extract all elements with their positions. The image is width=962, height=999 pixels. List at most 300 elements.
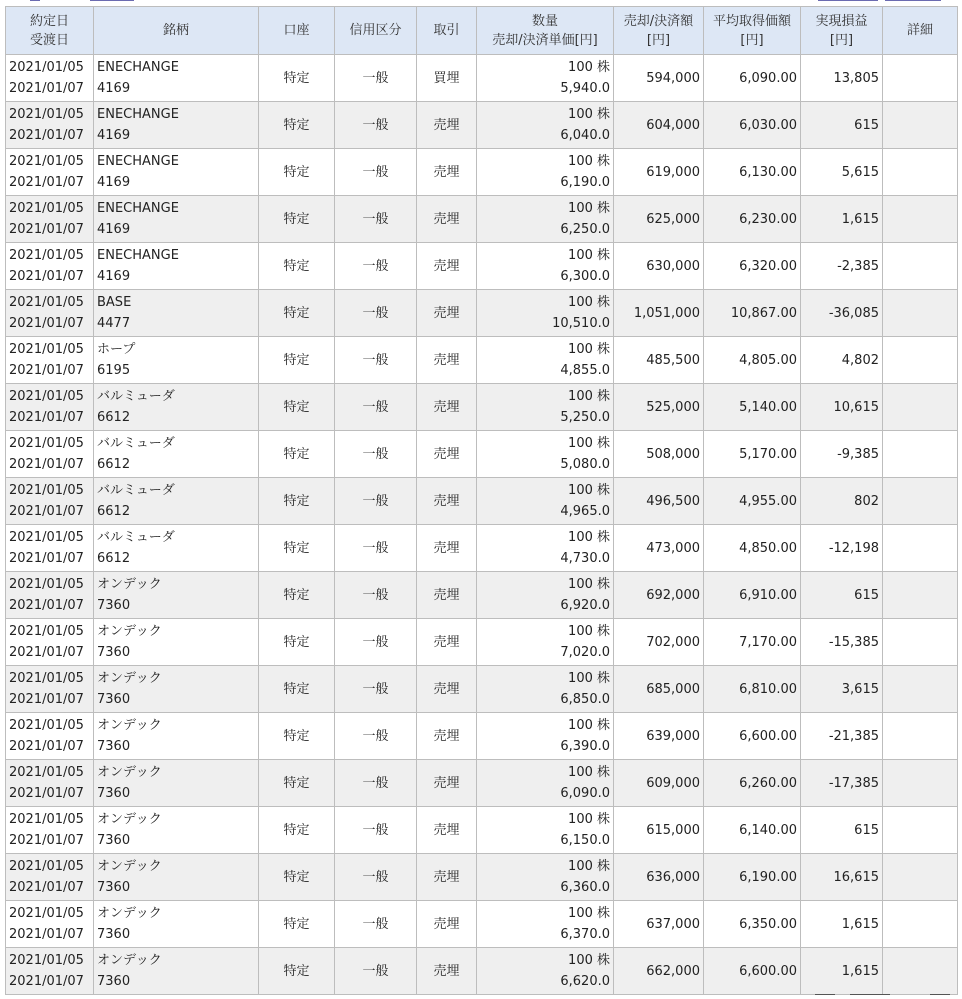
- stock-name: オンデック: [97, 953, 162, 968]
- cell-amount: 692,000: [614, 572, 704, 619]
- cell-dates: [6, 149, 94, 196]
- cell-name: [94, 901, 259, 948]
- table-row: [6, 619, 958, 666]
- stock-code: 4477: [97, 316, 131, 331]
- cell-credit-type: 一般: [335, 760, 417, 807]
- cell-transaction: 売埋: [417, 619, 477, 666]
- cell-avg-cost: 7,170.00: [704, 619, 801, 666]
- cell-credit-type: 一般: [335, 337, 417, 384]
- cell-transaction: 売埋: [417, 149, 477, 196]
- cell-account: 特定: [259, 666, 335, 713]
- unit-price: 5,080.0: [560, 457, 610, 472]
- unit-price: 4,730.0: [560, 551, 610, 566]
- stock-code: 6612: [97, 504, 131, 519]
- trade-date: 2021/01/05: [9, 60, 84, 75]
- trade-date: 2021/01/05: [9, 765, 84, 780]
- cell-detail[interactable]: [883, 102, 958, 149]
- cell-dates: [6, 290, 94, 337]
- cell-account: 特定: [259, 854, 335, 901]
- cutoff-fragment: [30, 0, 40, 1]
- quantity: 100 株: [568, 436, 610, 451]
- cell-detail[interactable]: [883, 384, 958, 431]
- cell-name: [94, 619, 259, 666]
- cell-avg-cost: 5,140.00: [704, 384, 801, 431]
- settle-date: 2021/01/07: [9, 222, 84, 237]
- cell-realized-pl: -9,385: [801, 431, 883, 478]
- cell-name: [94, 102, 259, 149]
- trade-date: 2021/01/05: [9, 389, 84, 404]
- cutoff-link-fragment[interactable]: [885, 0, 941, 1]
- cell-avg-cost: 6,350.00: [704, 901, 801, 948]
- cell-account: 特定: [259, 243, 335, 290]
- stock-code: 7360: [97, 598, 131, 613]
- table-row: [6, 243, 958, 290]
- cell-avg-cost: 6,600.00: [704, 713, 801, 760]
- stock-name: オンデック: [97, 671, 162, 686]
- cell-amount: 637,000: [614, 901, 704, 948]
- cell-detail[interactable]: [883, 666, 958, 713]
- cell-account: 特定: [259, 55, 335, 102]
- stock-code: 7360: [97, 786, 131, 801]
- cutoff-fragment: [90, 0, 134, 1]
- quantity: 100 株: [568, 60, 610, 75]
- cutoff-fragment: [850, 994, 890, 999]
- cell-transaction: 買埋: [417, 55, 477, 102]
- table-row: [6, 384, 958, 431]
- table-body: [6, 55, 958, 995]
- header-amount-line2: [円]: [646, 32, 671, 48]
- settle-date: 2021/01/07: [9, 410, 84, 425]
- cell-realized-pl: 4,802: [801, 337, 883, 384]
- cell-account: 特定: [259, 713, 335, 760]
- cell-quantity: [477, 619, 614, 666]
- cell-detail[interactable]: [883, 572, 958, 619]
- cutoff-fragment: [930, 994, 950, 999]
- settle-date: 2021/01/07: [9, 457, 84, 472]
- trade-date: 2021/01/05: [9, 577, 84, 592]
- cell-credit-type: 一般: [335, 854, 417, 901]
- trade-date: 2021/01/05: [9, 483, 84, 498]
- cell-avg-cost: 4,850.00: [704, 525, 801, 572]
- cell-credit-type: 一般: [335, 196, 417, 243]
- cell-avg-cost: 4,805.00: [704, 337, 801, 384]
- cell-dates: [6, 572, 94, 619]
- cell-avg-cost: 6,090.00: [704, 55, 801, 102]
- quantity: 100 株: [568, 248, 610, 263]
- cutoff-link-fragment[interactable]: [818, 0, 878, 1]
- quantity: 100 株: [568, 201, 610, 216]
- cell-avg-cost: 10,867.00: [704, 290, 801, 337]
- quantity: 100 株: [568, 483, 610, 498]
- cell-detail[interactable]: [883, 525, 958, 572]
- cell-name: [94, 713, 259, 760]
- header-quantity: [477, 7, 614, 55]
- header-account: 口座: [259, 7, 335, 55]
- settle-date: 2021/01/07: [9, 739, 84, 754]
- cell-dates: [6, 854, 94, 901]
- cell-quantity: [477, 243, 614, 290]
- cell-amount: 1,051,000: [614, 290, 704, 337]
- cell-avg-cost: 6,230.00: [704, 196, 801, 243]
- quantity: 100 株: [568, 859, 610, 874]
- cell-dates: [6, 948, 94, 995]
- table-row: [6, 478, 958, 525]
- settle-date: 2021/01/07: [9, 81, 84, 96]
- stock-name: オンデック: [97, 577, 162, 592]
- cell-transaction: 売埋: [417, 478, 477, 525]
- trade-date: 2021/01/05: [9, 624, 84, 639]
- stock-name: BASE: [97, 295, 132, 310]
- cell-dates: [6, 807, 94, 854]
- cell-realized-pl: -17,385: [801, 760, 883, 807]
- cell-credit-type: 一般: [335, 948, 417, 995]
- cell-credit-type: 一般: [335, 619, 417, 666]
- cell-avg-cost: 6,810.00: [704, 666, 801, 713]
- cell-realized-pl: 802: [801, 478, 883, 525]
- cell-amount: 508,000: [614, 431, 704, 478]
- table-row: [6, 55, 958, 102]
- trade-date: 2021/01/05: [9, 248, 84, 263]
- cell-name: [94, 948, 259, 995]
- header-pl-line1: 実現損益: [815, 13, 868, 29]
- quantity: 100 株: [568, 624, 610, 639]
- cell-dates: [6, 760, 94, 807]
- unit-price: 6,190.0: [560, 175, 610, 190]
- settle-date: 2021/01/07: [9, 645, 84, 660]
- cell-name: [94, 196, 259, 243]
- cell-transaction: 売埋: [417, 572, 477, 619]
- stock-code: 7360: [97, 974, 131, 989]
- cell-amount: 630,000: [614, 243, 704, 290]
- settle-date: 2021/01/07: [9, 363, 84, 378]
- stock-code: 7360: [97, 645, 131, 660]
- cell-dates: [6, 431, 94, 478]
- table-row: [6, 102, 958, 149]
- cell-account: 特定: [259, 431, 335, 478]
- quantity: 100 株: [568, 718, 610, 733]
- table-row: [6, 337, 958, 384]
- cell-credit-type: 一般: [335, 807, 417, 854]
- trade-date: 2021/01/05: [9, 154, 84, 169]
- cell-dates: [6, 102, 94, 149]
- cell-transaction: 売埋: [417, 901, 477, 948]
- cell-name: [94, 243, 259, 290]
- stock-name: ホープ: [97, 342, 136, 357]
- trade-date: 2021/01/05: [9, 295, 84, 310]
- header-transaction: 取引: [417, 7, 477, 55]
- quantity: 100 株: [568, 342, 610, 357]
- cell-realized-pl: 16,615: [801, 854, 883, 901]
- cell-account: 特定: [259, 619, 335, 666]
- stock-name: オンデック: [97, 718, 162, 733]
- cell-quantity: [477, 431, 614, 478]
- cell-realized-pl: 615: [801, 102, 883, 149]
- settle-date: 2021/01/07: [9, 786, 84, 801]
- cell-detail[interactable]: [883, 478, 958, 525]
- cell-realized-pl: -21,385: [801, 713, 883, 760]
- cell-detail[interactable]: [883, 948, 958, 995]
- cell-amount: 609,000: [614, 760, 704, 807]
- header-credit-type: 信用区分: [335, 7, 417, 55]
- trade-date: 2021/01/05: [9, 718, 84, 733]
- unit-price: 6,300.0: [560, 269, 610, 284]
- unit-price: 6,150.0: [560, 833, 610, 848]
- cell-quantity: [477, 713, 614, 760]
- cell-avg-cost: 6,600.00: [704, 948, 801, 995]
- cell-realized-pl: 1,615: [801, 196, 883, 243]
- unit-price: 10,510.0: [552, 316, 610, 331]
- cell-credit-type: 一般: [335, 431, 417, 478]
- header-avgcost-line1: 平均取得価額: [712, 13, 791, 29]
- table-row: [6, 290, 958, 337]
- stock-name: オンデック: [97, 765, 162, 780]
- settle-date: 2021/01/07: [9, 551, 84, 566]
- header-qty-line1: 数量: [531, 13, 558, 29]
- cell-name: [94, 55, 259, 102]
- cell-detail[interactable]: [883, 55, 958, 102]
- cell-amount: 619,000: [614, 149, 704, 196]
- cell-transaction: 売埋: [417, 337, 477, 384]
- header-avg-cost: [704, 7, 801, 55]
- stock-code: 6612: [97, 457, 131, 472]
- unit-price: 5,250.0: [560, 410, 610, 425]
- stock-name: オンデック: [97, 859, 162, 874]
- stock-code: 7360: [97, 880, 131, 895]
- cell-avg-cost: 5,170.00: [704, 431, 801, 478]
- quantity: 100 株: [568, 765, 610, 780]
- settle-date: 2021/01/07: [9, 175, 84, 190]
- unit-price: 7,020.0: [560, 645, 610, 660]
- cell-name: [94, 760, 259, 807]
- stock-name: ENECHANGE: [97, 154, 179, 169]
- cell-avg-cost: 6,140.00: [704, 807, 801, 854]
- cell-detail[interactable]: [883, 901, 958, 948]
- stock-code: 6612: [97, 551, 131, 566]
- header-detail: 詳細: [883, 7, 958, 55]
- quantity: 100 株: [568, 671, 610, 686]
- cell-dates: [6, 666, 94, 713]
- cell-account: 特定: [259, 149, 335, 196]
- settle-date: 2021/01/07: [9, 269, 84, 284]
- cell-name: [94, 431, 259, 478]
- stock-name: ENECHANGE: [97, 201, 179, 216]
- cell-detail[interactable]: [883, 290, 958, 337]
- stock-code: 4169: [97, 81, 131, 96]
- header-amount: [614, 7, 704, 55]
- stock-code: 7360: [97, 927, 131, 942]
- header-pl-line2: [円]: [829, 32, 854, 48]
- cell-quantity: [477, 290, 614, 337]
- cell-amount: 525,000: [614, 384, 704, 431]
- cell-detail[interactable]: [883, 431, 958, 478]
- stock-name: バルミューダ: [97, 436, 175, 451]
- unit-price: 4,855.0: [560, 363, 610, 378]
- quantity: 100 株: [568, 389, 610, 404]
- cell-name: [94, 149, 259, 196]
- cell-detail[interactable]: [883, 337, 958, 384]
- quantity: 100 株: [568, 577, 610, 592]
- quantity: 100 株: [568, 953, 610, 968]
- table-header-row: [6, 7, 958, 55]
- cell-quantity: [477, 384, 614, 431]
- cell-realized-pl: -2,385: [801, 243, 883, 290]
- cell-detail[interactable]: [883, 196, 958, 243]
- trade-date: 2021/01/05: [9, 953, 84, 968]
- stock-code: 7360: [97, 692, 131, 707]
- cell-realized-pl: 3,615: [801, 666, 883, 713]
- cell-amount: 473,000: [614, 525, 704, 572]
- stock-code: 6612: [97, 410, 131, 425]
- cell-detail[interactable]: [883, 807, 958, 854]
- stock-name: オンデック: [97, 624, 162, 639]
- settle-date: 2021/01/07: [9, 692, 84, 707]
- unit-price: 6,040.0: [560, 128, 610, 143]
- stock-name: バルミューダ: [97, 483, 175, 498]
- cell-account: 特定: [259, 337, 335, 384]
- cell-account: 特定: [259, 102, 335, 149]
- trade-date: 2021/01/05: [9, 859, 84, 874]
- cell-dates: [6, 713, 94, 760]
- table-row: [6, 901, 958, 948]
- quantity: 100 株: [568, 295, 610, 310]
- cell-name: [94, 290, 259, 337]
- cell-credit-type: 一般: [335, 666, 417, 713]
- trade-date: 2021/01/05: [9, 812, 84, 827]
- stock-name: ENECHANGE: [97, 107, 179, 122]
- cell-detail[interactable]: [883, 619, 958, 666]
- settle-date: 2021/01/07: [9, 598, 84, 613]
- header-avgcost-line2: [円]: [740, 32, 764, 48]
- cell-transaction: 売埋: [417, 854, 477, 901]
- cell-credit-type: 一般: [335, 290, 417, 337]
- cell-quantity: [477, 525, 614, 572]
- cell-credit-type: 一般: [335, 384, 417, 431]
- cell-quantity: [477, 55, 614, 102]
- cell-realized-pl: 13,805: [801, 55, 883, 102]
- cell-name: [94, 525, 259, 572]
- trade-date: 2021/01/05: [9, 436, 84, 451]
- cell-realized-pl: 1,615: [801, 948, 883, 995]
- quantity: 100 株: [568, 107, 610, 122]
- cell-amount: 702,000: [614, 619, 704, 666]
- cell-account: 特定: [259, 807, 335, 854]
- cell-realized-pl: 615: [801, 807, 883, 854]
- stock-code: 7360: [97, 739, 131, 754]
- cell-dates: [6, 384, 94, 431]
- cell-realized-pl: 10,615: [801, 384, 883, 431]
- cell-amount: 662,000: [614, 948, 704, 995]
- unit-price: 6,850.0: [560, 692, 610, 707]
- settle-date: 2021/01/07: [9, 316, 84, 331]
- cell-credit-type: 一般: [335, 901, 417, 948]
- unit-price: 6,370.0: [560, 927, 610, 942]
- cell-account: 特定: [259, 478, 335, 525]
- cell-quantity: [477, 807, 614, 854]
- settle-date: 2021/01/07: [9, 128, 84, 143]
- cell-detail[interactable]: [883, 854, 958, 901]
- cell-quantity: [477, 760, 614, 807]
- quantity: 100 株: [568, 530, 610, 545]
- table-row: [6, 149, 958, 196]
- stock-code: 4169: [97, 269, 131, 284]
- settle-date: 2021/01/07: [9, 504, 84, 519]
- cell-name: [94, 478, 259, 525]
- cell-dates: [6, 55, 94, 102]
- cell-dates: [6, 196, 94, 243]
- cell-transaction: 売埋: [417, 243, 477, 290]
- cell-avg-cost: 6,030.00: [704, 102, 801, 149]
- cell-amount: 636,000: [614, 854, 704, 901]
- cell-realized-pl: -15,385: [801, 619, 883, 666]
- cell-account: 特定: [259, 196, 335, 243]
- unit-price: 5,940.0: [560, 81, 610, 96]
- table-row: [6, 854, 958, 901]
- cell-quantity: [477, 102, 614, 149]
- cell-detail[interactable]: [883, 149, 958, 196]
- table-row: [6, 431, 958, 478]
- cell-amount: 615,000: [614, 807, 704, 854]
- cell-name: [94, 337, 259, 384]
- cell-quantity: [477, 337, 614, 384]
- cell-dates: [6, 619, 94, 666]
- cell-transaction: 売埋: [417, 102, 477, 149]
- cell-amount: 685,000: [614, 666, 704, 713]
- stock-code: 4169: [97, 222, 131, 237]
- cell-amount: 496,500: [614, 478, 704, 525]
- table-row: [6, 807, 958, 854]
- cell-avg-cost: 6,320.00: [704, 243, 801, 290]
- cell-account: 特定: [259, 572, 335, 619]
- cell-transaction: 売埋: [417, 290, 477, 337]
- trade-date: 2021/01/05: [9, 107, 84, 122]
- stock-name: オンデック: [97, 906, 162, 921]
- table-row: [6, 572, 958, 619]
- header-amount-line1: 売却/決済額: [623, 13, 694, 29]
- cell-amount: 594,000: [614, 55, 704, 102]
- cell-name: [94, 384, 259, 431]
- cell-detail[interactable]: [883, 243, 958, 290]
- header-settle-date: 受渡日: [29, 32, 69, 48]
- unit-price: 6,250.0: [560, 222, 610, 237]
- cell-dates: [6, 478, 94, 525]
- stock-name: オンデック: [97, 812, 162, 827]
- cell-transaction: 売埋: [417, 760, 477, 807]
- cell-quantity: [477, 478, 614, 525]
- cell-transaction: 売埋: [417, 431, 477, 478]
- table-row: [6, 196, 958, 243]
- quantity: 100 株: [568, 154, 610, 169]
- table-row: [6, 666, 958, 713]
- cell-detail[interactable]: [883, 713, 958, 760]
- stock-code: 6195: [97, 363, 131, 378]
- cell-realized-pl: -36,085: [801, 290, 883, 337]
- bottom-cutoff-strip: [0, 994, 962, 999]
- cell-realized-pl: 615: [801, 572, 883, 619]
- stock-name: バルミューダ: [97, 389, 175, 404]
- stock-name: ENECHANGE: [97, 60, 179, 75]
- cell-detail[interactable]: [883, 760, 958, 807]
- stock-name: ENECHANGE: [97, 248, 179, 263]
- cell-avg-cost: 4,955.00: [704, 478, 801, 525]
- cell-amount: 604,000: [614, 102, 704, 149]
- cell-credit-type: 一般: [335, 55, 417, 102]
- cell-dates: [6, 243, 94, 290]
- cell-name: [94, 854, 259, 901]
- cell-dates: [6, 901, 94, 948]
- cell-credit-type: 一般: [335, 102, 417, 149]
- cell-account: 特定: [259, 525, 335, 572]
- cell-account: 特定: [259, 290, 335, 337]
